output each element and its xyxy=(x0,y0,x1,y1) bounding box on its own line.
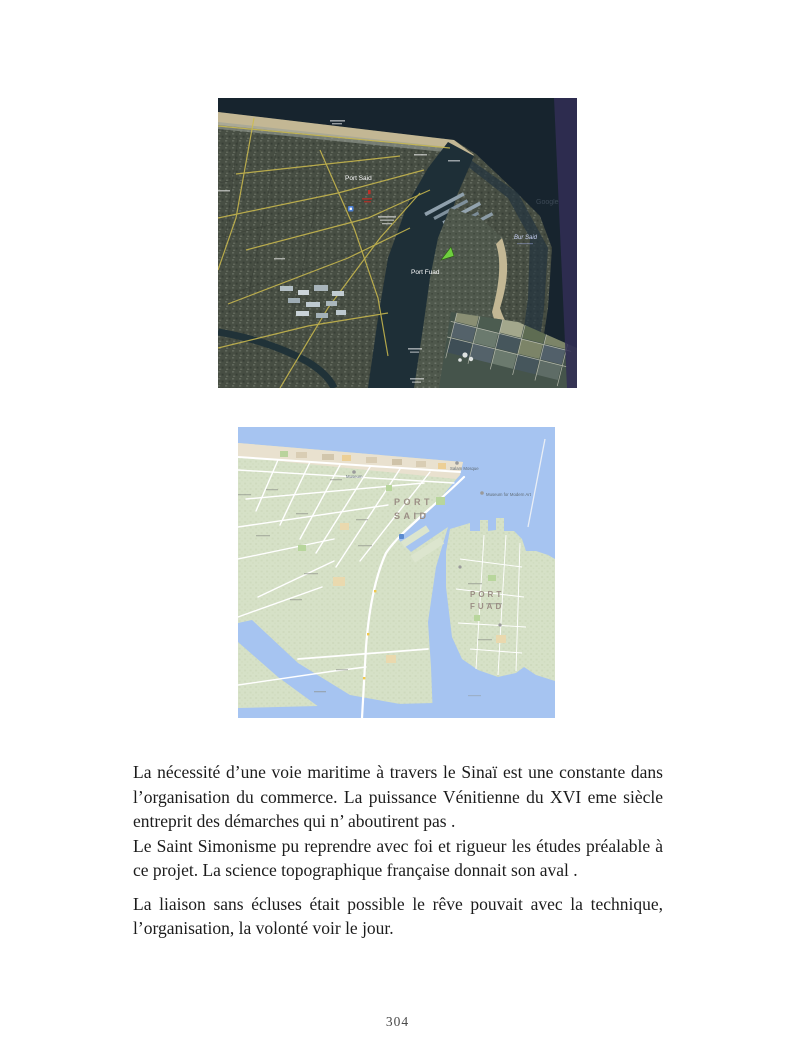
mosque-icon xyxy=(455,461,459,465)
map-label-modern-art: Museum for Modern Art xyxy=(486,492,531,497)
street-map-graphic xyxy=(238,427,555,718)
transit-icon xyxy=(399,534,404,539)
sat-google-watermark: Google xyxy=(536,199,559,206)
paragraph-3: La liaison sans écluses était possible le rêve pouvait avec la technique, l’organisation, la volonté voir le jour. xyxy=(133,893,663,938)
street-map-figure xyxy=(238,427,555,718)
sat-label-port-said: Port Said xyxy=(345,175,372,182)
satellite-map-graphic xyxy=(218,98,577,388)
sat-transit-icon xyxy=(348,206,354,212)
page-number: 304 xyxy=(385,1014,410,1029)
sat-label-bur-said: Bur Said xyxy=(514,235,538,241)
map-label-port-said-2: SAID xyxy=(394,511,430,521)
map-label-port-fuad-2: FUAD xyxy=(470,602,505,611)
body-text xyxy=(133,760,663,941)
map-label-museum: Museum xyxy=(346,474,363,479)
map-label-port-fuad-1: PORT xyxy=(470,590,505,599)
map-label-salam-mosque: Salam Mosque xyxy=(450,466,479,471)
sat-label-port-fuad: Port Fuad xyxy=(411,269,440,276)
satellite-map-figure xyxy=(218,98,577,388)
poi-icon xyxy=(458,565,461,568)
sat-label-bur-said-sub xyxy=(517,243,533,244)
poi2-icon xyxy=(498,623,501,626)
paragraph-1: La nécessité d’une voie maritime à travers le Sinaï est une constante dans l’organisation du commerce. La puissance Vénitienne du XVI eme siècle entreprit des démarches qui n’ aboutirent pas . xyxy=(133,762,663,831)
map-label-port-said-1: PORT xyxy=(394,497,434,507)
museum-icon xyxy=(480,491,484,495)
paragraph-2: Le Saint Simonisme pu reprendre avec foi et rigueur les études préalable à ce projet. La science topographique française donnait son aval . xyxy=(133,835,663,880)
